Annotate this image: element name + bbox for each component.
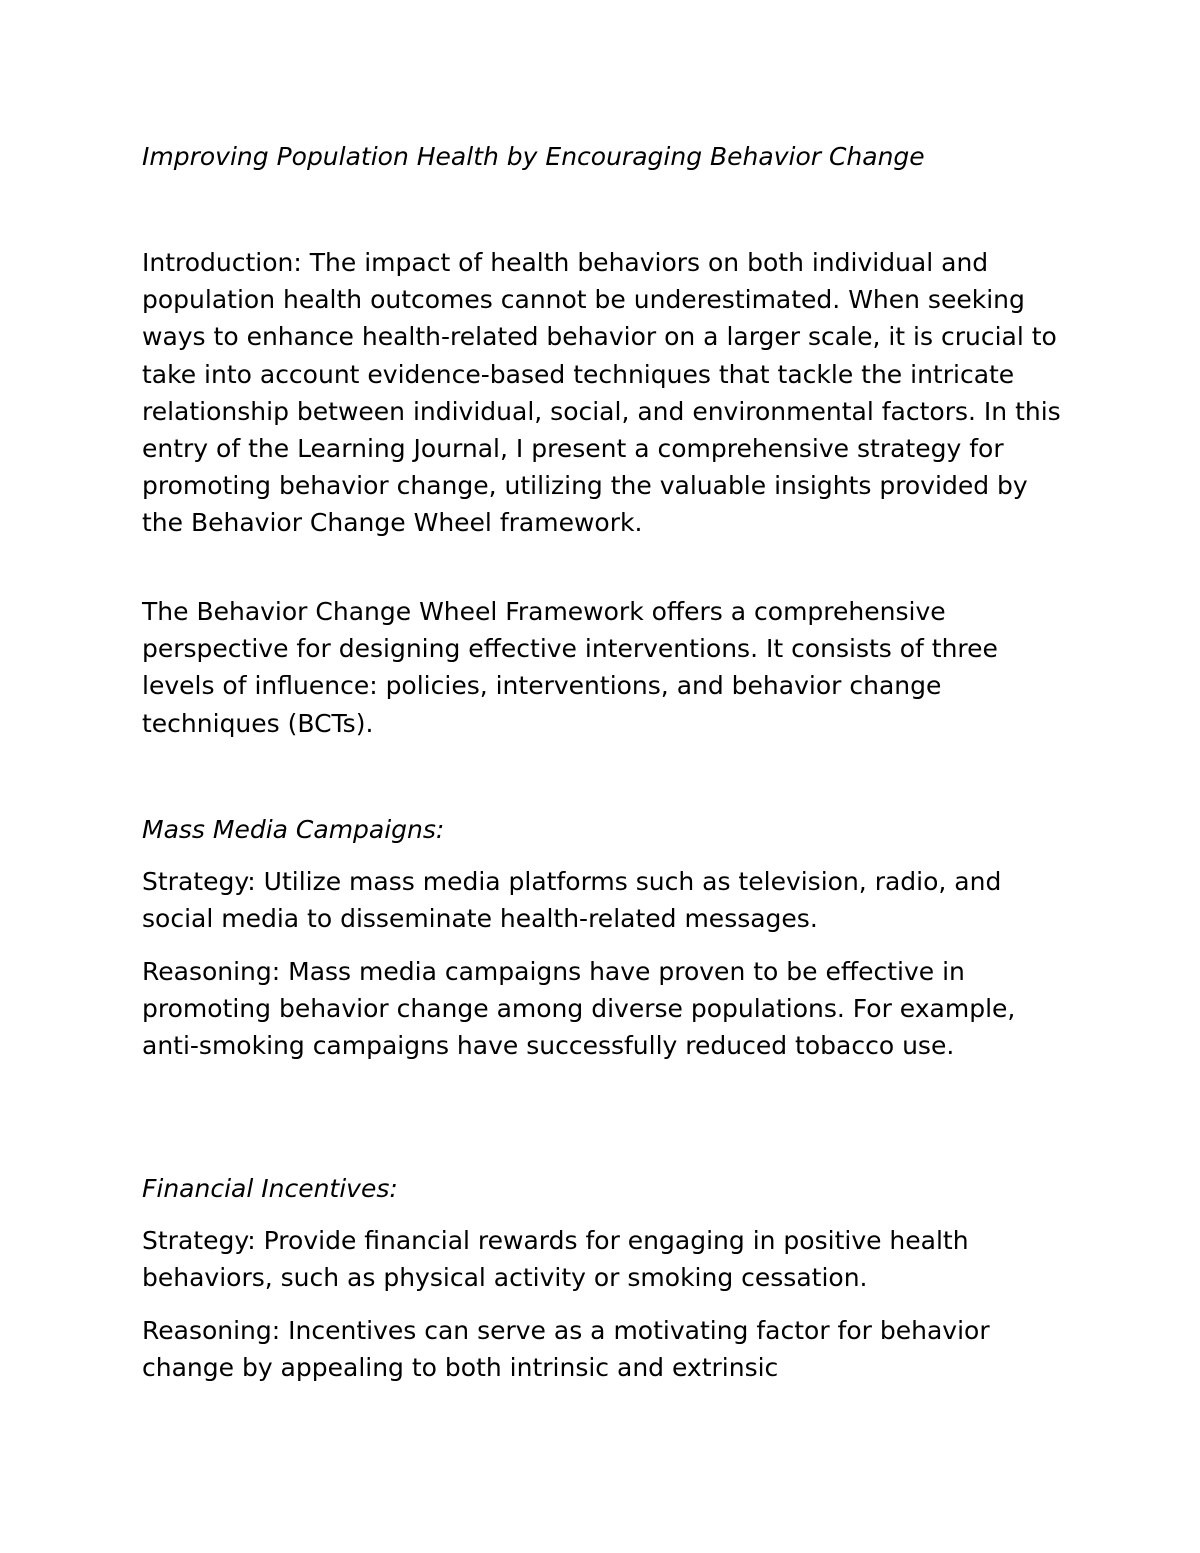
- section-heading-financial-incentives: Financial Incentives:: [142, 1174, 398, 1203]
- document-title: Improving Population Health by Encouraging Behavior Change: [142, 142, 925, 171]
- section-strategy-mass-media: Strategy: Utilize mass media platforms such as television, radio, and social media to disseminate health-related messages.: [142, 867, 1002, 934]
- framework-paragraph: The Behavior Change Wheel Framework offers a comprehensive perspective for designing effective interventions. It consists of three levels of influence: policies, interventions, and behavior change techniques (BCTs).: [142, 597, 998, 738]
- section-strategy-financial-incentives: Strategy: Provide financial rewards for engaging in positive health behaviors, such as physical activity or smoking cessation.: [142, 1226, 969, 1293]
- introduction-paragraph: Introduction: The impact of health behaviors on both individual and population health outcomes cannot be underestimated. When seeking ways to enhance health-related behavior on a larger scale, it is crucial to take into account evidence-based techniques that tackle the intricate relationship between individual, social, and environmental factors. In this entry of the Learning Journal, I present a comprehensive strategy for promoting behavior change, utilizing the valuable insights provided by the Behavior Change Wheel framework.: [142, 248, 1061, 538]
- section-heading-mass-media: Mass Media Campaigns:: [142, 815, 445, 844]
- section-reasoning-mass-media: Reasoning: Mass media campaigns have proven to be effective in promoting behavior change among diverse populations. For example, anti-smoking campaigns have successfully reduced tobacco use.: [142, 957, 1016, 1061]
- section-reasoning-financial-incentives: Reasoning: Incentives can serve as a motivating factor for behavior change by appealing to both intrinsic and extrinsic: [142, 1316, 990, 1383]
